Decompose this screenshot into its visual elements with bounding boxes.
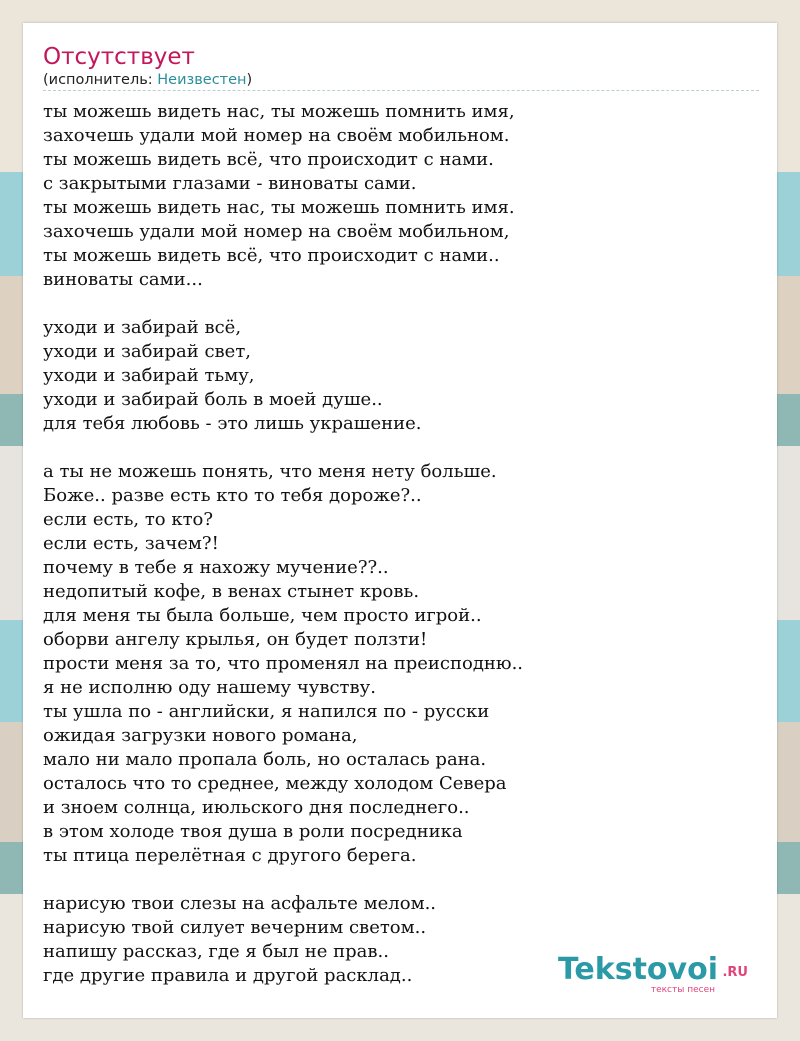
lyric-line: ожидая загрузки нового романа, [43, 725, 358, 746]
lyric-line: уходи и забирай всё, [43, 317, 242, 338]
lyric-line: ты ушла по - английски, я напился по - русски [43, 701, 490, 722]
lyric-line: для тебя любовь - это лишь украшение. [43, 413, 422, 434]
lyric-line: нарисую твои слезы на асфальте мелом.. [43, 893, 437, 914]
performer-prefix: (исполнитель: [43, 72, 158, 88]
song-title: Отсутствует [43, 44, 195, 70]
lyric-line: виноваты сами... [43, 269, 203, 290]
lyric-line: захочешь удали мой номер на своём мобильном, [43, 221, 510, 242]
artist-link[interactable]: Неизвестен [157, 72, 247, 88]
lyric-line: и зноем солнца, июльского дня последнего.. [43, 797, 470, 818]
stanza-break [43, 292, 763, 316]
lyric-line: если есть, то кто? [43, 509, 214, 530]
lyric-line: для меня ты была больше, чем просто игрой.. [43, 605, 482, 626]
lyric-line: почему в тебе я нахожу мучение??.. [43, 557, 389, 578]
lyric-line: с закрытыми глазами - виноваты сами. [43, 173, 417, 194]
stanza-break [43, 868, 763, 892]
lyrics-card [23, 23, 777, 1018]
lyric-line: ты можешь видеть всё, что происходит с нами.. [43, 245, 500, 266]
lyric-line: а ты не можешь понять, что меня нету больше. [43, 461, 497, 482]
lyrics-text [43, 100, 763, 988]
lyric-line: если есть, зачем?! [43, 533, 219, 554]
performer-line [43, 71, 252, 89]
performer-suffix: ) [246, 72, 253, 88]
stanza-break [43, 436, 763, 460]
lyric-line: Боже.. разве есть кто то тебя дороже?.. [43, 485, 422, 506]
lyric-line: ты можешь видеть всё, что происходит с нами. [43, 149, 494, 170]
lyric-line: напишу рассказ, где я был не прав.. [43, 941, 389, 962]
lyric-line: уходи и забирай боль в моей душе.. [43, 389, 383, 410]
lyric-line: в этом холоде твоя душа в роли посредника [43, 821, 463, 842]
site-logo[interactable] [548, 953, 748, 997]
lyric-line: прости меня за то, что променял на преисподню.. [43, 653, 524, 674]
lyric-line: осталось что то среднее, между холодом Севера [43, 773, 507, 794]
lyric-line: ты можешь видеть нас, ты можешь помнить имя, [43, 101, 515, 122]
lyric-line: где другие правила и другой расклад.. [43, 965, 413, 986]
lyric-line: ты можешь видеть нас, ты можешь помнить имя. [43, 197, 515, 218]
logo-wordmark: Tekstovoi [557, 952, 718, 987]
lyric-line: ты птица перелётная с другого берега. [43, 845, 417, 866]
divider [43, 90, 759, 91]
lyric-line: мало ни мало пропала боль, но осталась рана. [43, 749, 487, 770]
lyric-line: недопитый кофе, в венах стынет кровь. [43, 581, 420, 602]
lyric-line: нарисую твой силует вечерним светом.. [43, 917, 427, 938]
logo-tld: .RU [722, 965, 748, 980]
lyric-line: уходи и забирай свет, [43, 341, 252, 362]
logo-tagline: тексты песен [650, 985, 715, 995]
lyric-line: захочешь удали мой номер на своём мобильном. [43, 125, 510, 146]
lyric-line: оборви ангелу крылья, он будет ползти! [43, 629, 428, 650]
lyric-line: уходи и забирай тьму, [43, 365, 255, 386]
lyric-line: я не исполню оду нашему чувству. [43, 677, 376, 698]
